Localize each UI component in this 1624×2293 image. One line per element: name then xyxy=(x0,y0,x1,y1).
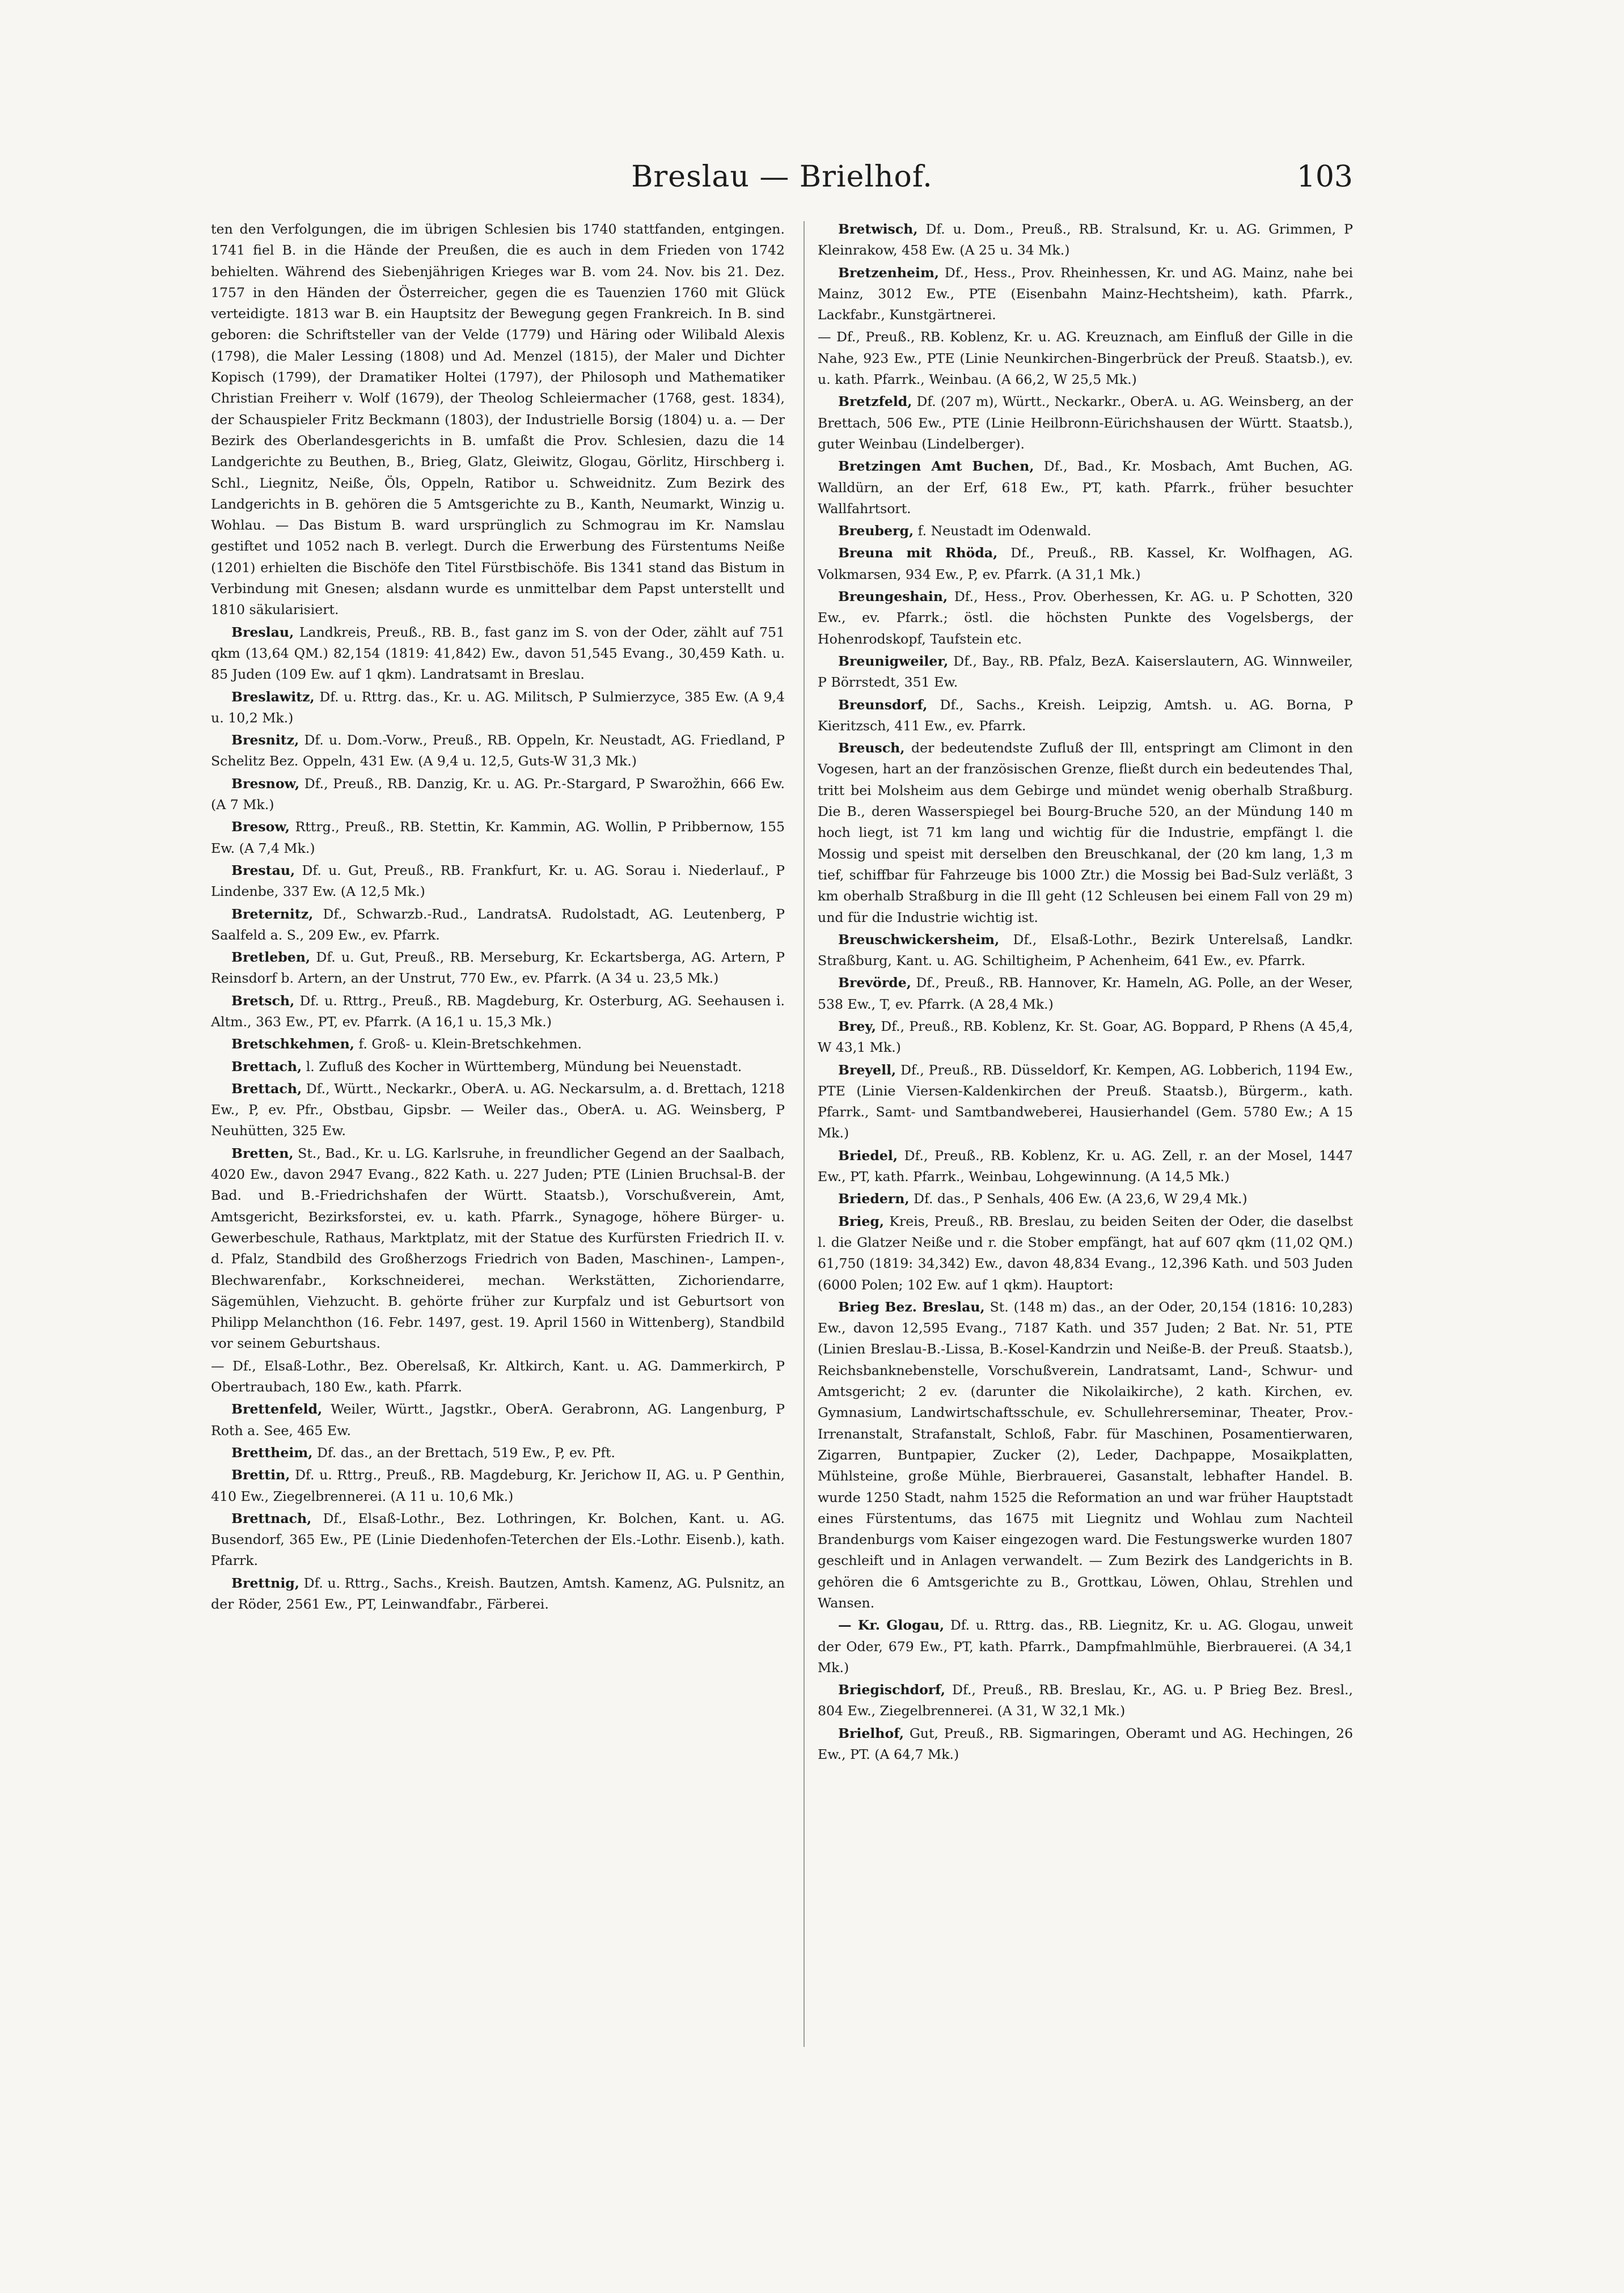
dictionary-entry xyxy=(211,1356,785,1398)
entry-text: Df., Preuß., RB. Danzig, Kr. u. AG. Pr.-Stargard, P Swarožhin, 666 Ew. (A 7 Mk.) xyxy=(211,775,785,813)
entry-text: — Df., Preuß., RB. Koblenz, Kr. u. AG. Kreuznach, am Einfluß der Gille in die Nahe, 923 Ew., PTE (Linie Neunkirchen-Bingerbrück der Preuß. Staatsb.), ev. u. kath. Pfarrk., Weinbau. (A 66,2, W 25,5 Mk.) xyxy=(818,329,1353,388)
page-header xyxy=(211,160,1353,211)
dictionary-entry xyxy=(818,738,1353,928)
entry-headword: Briegischdorf, xyxy=(838,1682,946,1698)
dictionary-entry xyxy=(211,1399,785,1441)
column-divider xyxy=(803,221,805,2047)
entry-headword: Bretten, xyxy=(231,1145,294,1161)
entry-text: Gut, Preuß., RB. Sigmaringen, Oberamt und AG. Hechingen, 26 Ew., PT. (A 64,7 Mk.) xyxy=(818,1725,1353,1763)
dictionary-entry xyxy=(818,1188,1353,1209)
dictionary-entry xyxy=(818,327,1353,390)
entry-headword: Brettach, xyxy=(231,1058,302,1074)
entry-text: Df., Sachs., Kreish. Leipzig, Amtsh. u. AG. Borna, P Kieritzsch, 411 Ew., ev. Pfarrk. xyxy=(818,696,1353,734)
entry-text: Df., Elsaß-Lothr., Bez. Lothringen, Kr. Bolchen, Kant. u. AG. Busendorf, 365 Ew., PE (Linie Diedenhofen-Teterchen der Els.-Lothr. Eisenb.), kath. Pfarrk. xyxy=(211,1510,785,1569)
entry-text: Landkreis, Preuß., RB. B., fast ganz im S. von der Oder, zählt auf 751 qkm (13,64 QM.) 82,154 (1819: 41,842) Ew., davon 51,545 Evang., 30,459 Kath. u. 85 Juden (109 Ew. auf 1 qkm). Landratsamt in Breslau. xyxy=(211,624,785,683)
dictionary-entry xyxy=(818,1016,1353,1059)
entry-headword: Breusch, xyxy=(838,740,905,756)
entry-text: Df., Preuß., RB. Kassel, Kr. Wolfhagen, AG. Volkmarsen, 934 Ew., P, ev. Pfarrk. (A 31,1 Mk.) xyxy=(818,545,1353,582)
entry-headword: Breternitz, xyxy=(231,906,314,922)
dictionary-entry xyxy=(818,1211,1353,1296)
entry-headword: Brettheim, xyxy=(231,1444,313,1461)
dictionary-entry xyxy=(211,687,785,729)
dictionary-entry xyxy=(818,929,1353,972)
entry-headword: Breungeshain, xyxy=(838,589,948,605)
dictionary-entry xyxy=(211,219,785,621)
dictionary-entry xyxy=(211,816,785,859)
dictionary-entry xyxy=(211,1508,785,1572)
dictionary-entry xyxy=(211,730,785,772)
entry-headword: Brettach, xyxy=(231,1080,302,1097)
entry-text: Df. das., an der Brettach, 519 Ew., P, ev. Pft. xyxy=(312,1444,616,1461)
dictionary-entry xyxy=(211,1465,785,1507)
entry-headword: Breslau, xyxy=(231,624,294,640)
page-number: 103 xyxy=(1296,160,1353,194)
dictionary-entry xyxy=(818,391,1353,455)
entry-text: Df., Bad., Kr. Mosbach, Amt Buchen, AG. Walldürn, an der Erf, 618 Ew., PT, kath. Pfarrk., früher besuchter Wallfahrtsort. xyxy=(818,458,1353,517)
entry-headword: Bretleben, xyxy=(231,949,311,966)
entry-text: f. Groß- u. Klein-Bretschkehmen. xyxy=(354,1036,582,1052)
entry-text: Df., Preuß., RB. Breslau, Kr., AG. u. P Brieg Bez. Bresl., 804 Ew., Ziegelbrennerei. (A 31, W 32,1 Mk.) xyxy=(818,1682,1353,1719)
entry-text: Df., Württ., Neckarkr., OberA. u. AG. Neckarsulm, a. d. Brettach, 1218 Ew., P, ev. Pfr., Obstbau, Gipsbr. — Weiler das., OberA. u. AG. Weinsberg, P Neuhütten, 325 Ew. xyxy=(211,1080,785,1139)
dictionary-entry xyxy=(211,773,785,816)
entry-headword: Brettin, xyxy=(231,1467,290,1483)
entry-headword: Bresow, xyxy=(231,819,290,835)
entry-text: Df., Bay., RB. Pfalz, BezA. Kaiserslautern, AG. Winnweiler, P Börrstedt, 351 Ew. xyxy=(818,653,1353,691)
dictionary-entry xyxy=(211,904,785,946)
entry-text: St., Bad., Kr. u. LG. Karlsruhe, in freundlicher Gegend an der Saalbach, 4020 Ew., davon 2947 Evang., 822 Kath. u. 227 Juden; PTE (Linien Bruchsal-B. der Bad. und B.-Friedrichshafen der Württ. Staatsb.), Vorschußverein, Amt, Amtsgericht, Bezirksforstei, ev. u. kath. Pfarrk., Synagoge, höhere Bürger- u. Gewerbeschule, Rathaus, Marktplatz, mit der Statue des Kurfürsten Friedrich II. v. d. Pfalz, Standbild des Großherzogs Friedrich von Baden, Maschinen-, Lampen-, Blechwarenfabr., Korkschneiderei, mechan. Werkstätten, Zichoriendarre, Sägemühlen, Viehzucht. B. gehörte früher zur Kurpfalz und ist Geburtsort von Philipp Melanchthon (16. Febr. 1497, gest. 19. April 1560 in Wittenberg), Standbild vor seinem Geburtshaus. xyxy=(211,1145,785,1352)
entry-text: St. (148 m) das., an der Oder, 20,154 (1816: 10,283) Ew., davon 12,595 Evang., 7187 Kath. und 357 Juden; 2 Bat. Nr. 51, PTE (Linien Breslau-B.-Lissa, B.-Kosel-Kandrzin und Neiße-B. der Preuß. Staatsb.), Reichsbanknebenstelle, Vorschußverein, Landratsamt, Land-, Schwur- und Amtsgericht; 2 ev. (darunter die Nikolaikirche), 2 kath. Kirchen, ev. Gymnasium, Landwirtschaftsschule, ev. Schullehrerseminar, Theater, Prov.-Irrenanstalt, Strafanstalt, Schloß, Fabr. für Maschinen, Posamentierwaren, Zigarren, Buntpapier, Zucker (2), Leder, Dachpappe, Mosaikplatten, Mühlsteine, große Mühle, Bierbrauerei, Gasanstalt, lebhafter Handel. B. wurde 1250 Stadt, nahm 1525 die Reformation an und war früher Hauptstadt eines Fürstentums, das 1675 mit Liegnitz und Wohlau zum Nachteil Brandenburgs vom Kaiser eingezogen ward. Die Festungswerke wurden 1807 geschleift und in Anlagen verwandelt. — Zum Bezirk des Landgerichts in B. gehören die 6 Amtsgerichte zu B., Grottkau, Löwen, Ohlau, Strehlen und Wansen. xyxy=(818,1298,1353,1611)
entry-text: Df., Preuß., RB. Hannover, Kr. Hameln, AG. Polle, an der Weser, 538 Ew., T, ev. Pfarrk. (A 28,4 Mk.) xyxy=(818,975,1353,1012)
entry-headword: Brieg Bez. Breslau, xyxy=(838,1298,985,1315)
entry-text: f. Neustadt im Odenwald. xyxy=(914,523,1092,539)
entry-text: der bedeutendste Zufluß der Ill, entspringt am Climont in den Vogesen, hart an der französischen Grenze, fließt durch ein bedeutendes Thal, tritt bei Molsheim aus dem Gebirge und mündet wenig oberhalb Straßburg. Die B., deren Wasserspiegel bei Bourg-Bruche 520, an der Mündung 140 m hoch liegt, ist 71 km lang und wichtig für die Industrie, empfängt l. die Mossig und speist mit derselben den Breuschkanal, der (20 km lang, 1,3 m tief, schiffbar für Fahrzeuge bis 1000 Ztr.) die Mossig bei Bad-Sulz verläßt, 3 km oberhalb Straßburg in die Ill geht (12 Schleusen bei einem Fall von 29 m) und für die Industrie wichtig ist. xyxy=(818,740,1353,925)
dictionary-entry xyxy=(818,543,1353,585)
entry-text: ten den Verfolgungen, die im übrigen Schlesien bis 1740 stattfanden, entgingen. 1741 fiel B. in die Hände der Preußen, die es auch in dem Frieden von 1742 behielten. Während des Siebenjährigen Krieges war B. vom 24. Nov. bis 21. Dez. 1757 in den Händen der Österreicher, gegen die es Tauenzien 1760 mit Glück verteidigte. 1813 war B. ein Hauptsitz der Bewegung gegen Frankreich. In B. sind geboren: die Schriftsteller van der Velde (1779) und Häring oder Wilibald Alexis (1798), die Maler Lessing (1808) und Ad. Menzel (1815), der Maler und Dichter Kopisch (1799), der Dramatiker Holtei (1797), der Philosoph und Mathematiker Christian Freiherr v. Wolf (1679), der Theolog Schleiermacher (1768, gest. 1834), der Schauspieler Fritz Beckmann (1803), der Industrielle Borsig (1804) u. a. — Der Bezirk des Oberlandesgerichts in B. umfaßt die Prov. Schlesien, dazu die 14 Landgerichte zu Beuthen, B., Brieg, Glatz, Gleiwitz, Glogau, Görlitz, Hirschberg i. Schl., Liegnitz, Neiße, Öls, Oppeln, Ratibor u. Schweidnitz. Zum Bezirk des Landgerichts in B. gehören die 5 Amtsgerichte zu B., Kanth, Neumarkt, Winzig u. Wohlau. — Das Bistum B. ward ursprünglich zu Schmograu im Kr. Namslau gestiftet und 1052 nach B. verlegt. Durch die Erwerbung des Fürstentums Neiße (1201) erhielten die Bischöfe den Titel Fürstbischöfe. Bis 1341 stand das Bistum in Verbindung mit Gnesen; alsdann wurde es unmittelbar dem Papst unterstellt und 1810 säkularisiert. xyxy=(211,221,785,618)
entry-headword: Bretwisch, xyxy=(838,221,918,237)
dictionary-entry xyxy=(211,1056,785,1077)
entry-text: Df. u. Rttrg., Sachs., Kreish. Bautzen, Amtsh. Kamenz, AG. Pulsnitz, an der Röder, 2561 Ew., PT, Leinwandfabr., Färberei. xyxy=(211,1575,785,1612)
entry-text: Df. das., P Senhals, 406 Ew. (A 23,6, W 29,4 Mk.) xyxy=(909,1191,1247,1207)
entry-headword: Bretzfeld, xyxy=(838,394,912,410)
entry-text: Df., Hess., Prov. Rheinhessen, Kr. und AG. Mainz, nahe bei Mainz, 3012 Ew., PTE (Eisenbahn Mainz-Hechtsheim), kath. Pfarrk., Lackfabr., Kunstgärtnerei. xyxy=(818,264,1353,323)
entry-text: Kreis, Preuß., RB. Breslau, zu beiden Seiten der Oder, die daselbst l. die Glatzer Neiße und r. die Stober empfängt, hat auf 607 qkm (11,02 QM.) 61,750 (1819: 34,342) Ew., davon 48,834 Evang., 12,396 Kath. und 503 Juden (6000 Polen; 102 Ew. auf 1 qkm). Hauptort: xyxy=(818,1213,1353,1293)
dictionary-entry xyxy=(211,1573,785,1615)
dictionary-entry xyxy=(818,1615,1353,1678)
left-column xyxy=(211,219,785,1616)
dictionary-entry xyxy=(211,947,785,989)
entry-headword: Bretsch, xyxy=(231,992,295,1009)
dictionary-entry xyxy=(211,1143,785,1355)
entry-text: Df. (207 m), Württ., Neckarkr., OberA. u. AG. Weinsberg, an der Brettach, 506 Ew., PTE (Linie Heilbronn-Eürichshausen der Württ. Staatsb.), guter Weinbau (Lindelberger). xyxy=(818,394,1353,452)
dictionary-entry xyxy=(211,860,785,903)
entry-text: Df., Hess., Prov. Oberhessen, Kr. AG. u. P Schotten, 320 Ew., ev. Pfarrk.; östl. die höchsten Punkte des Vogelsbergs, der Hohenrodskopf, Taufstein etc. xyxy=(818,589,1353,647)
entry-headword: Brettnach, xyxy=(231,1510,312,1526)
dictionary-entry xyxy=(818,219,1353,261)
dictionary-entry xyxy=(211,991,785,1033)
entry-text: Df., Schwarzb.-Rud., LandratsA. Rudolstadt, AG. Leutenberg, P Saalfeld a. S., 209 Ew., ev. Pfarrk. xyxy=(211,906,785,943)
dictionary-entry xyxy=(818,456,1353,519)
entry-text: Df. u. Rttrg., Preuß., RB. Magdeburg, Kr. Jerichow II, AG. u. P Genthin, 410 Ew., Ziegelbrennerei. (A 11 u. 10,6 Mk.) xyxy=(211,1467,785,1504)
dictionary-entry xyxy=(818,586,1353,650)
dictionary-entry xyxy=(818,1297,1353,1614)
entry-text: Df., Preuß., RB. Düsseldorf, Kr. Kempen, AG. Lobberich, 1194 Ew., PTE (Linie Viersen-Kaldenkirchen der Preuß. Staatsb.), Bürgerm., kath. Pfarrk., Samt- und Samtbandweberei, Hausierhandel (Gem. 5780 Ew.; A 15 Mk.) xyxy=(818,1061,1353,1141)
entry-headword: Brieg, xyxy=(838,1213,885,1229)
dictionary-entry xyxy=(818,1145,1353,1188)
dictionary-entry xyxy=(818,1723,1353,1766)
entry-headword: Breuberg, xyxy=(838,523,914,539)
entry-headword: Briedel, xyxy=(838,1147,898,1164)
right-column xyxy=(818,219,1353,1766)
entry-headword: Breuschwickersheim, xyxy=(838,931,1000,947)
entry-text: Df. u. Gut, Preuß., RB. Merseburg, Kr. Eckartsberga, AG. Artern, P Reinsdorf b. Artern, an der Unstrut, 770 Ew., ev. Pfarrk. (A 34 u. 23,5 Mk.) xyxy=(211,949,785,987)
entry-headword: Bretzenheim, xyxy=(838,264,940,281)
entry-text: Df. u. Rttrg. das., Kr. u. AG. Militsch, P Sulmierzyce, 385 Ew. (A 9,4 u. 10,2 Mk.) xyxy=(211,688,785,726)
dictionary-entry xyxy=(211,622,785,686)
dictionary-entry xyxy=(211,1078,785,1142)
entry-text: Df. u. Dom.-Vorw., Preuß., RB. Oppeln, Kr. Neustadt, AG. Friedland, P Schelitz Bez. Oppeln, 431 Ew. (A 9,4 u. 12,5, Guts-W 31,3 Mk.) xyxy=(211,732,785,769)
entry-headword: Breyell, xyxy=(838,1061,896,1078)
entry-text: Df., Preuß., RB. Koblenz, Kr. u. AG. Zell, r. an der Mosel, 1447 Ew., PT, kath. Pfarrk., Weinbau, Lohgewinnung. (A 14,5 Mk.) xyxy=(818,1147,1353,1185)
dictionary-entry xyxy=(818,1679,1353,1722)
entry-headword: Brielhof, xyxy=(838,1725,904,1741)
entry-headword: Breslawitz, xyxy=(231,688,315,705)
dictionary-entry xyxy=(818,972,1353,1015)
entry-text: Df. u. Rttrg., Preuß., RB. Magdeburg, Kr. Osterburg, AG. Seehausen i. Altm., 363 Ew., PT, ev. Pfarrk. (A 16,1 u. 15,3 Mk.) xyxy=(211,992,785,1030)
running-title: Breslau — Brielhof. xyxy=(631,160,933,194)
dictionary-entry xyxy=(211,1442,785,1463)
entry-headword: Breunsdorf, xyxy=(838,696,928,713)
entry-headword: Brevörde, xyxy=(838,975,911,991)
entry-headword: Brettnig, xyxy=(231,1575,300,1591)
entry-text: — Df., Elsaß-Lothr., Bez. Oberelsaß, Kr. Altkirch, Kant. u. AG. Dammerkirch, P Obertraubach, 180 Ew., kath. Pfarrk. xyxy=(211,1357,785,1395)
entry-text: Df., Preuß., RB. Koblenz, Kr. St. Goar, AG. Boppard, P Rhens (A 45,4, W 43,1 Mk.) xyxy=(818,1018,1353,1056)
entry-headword: — Kr. Glogau, xyxy=(838,1617,945,1634)
entry-headword: Breunigweiler, xyxy=(838,653,949,669)
entry-headword: Bretzingen Amt Buchen, xyxy=(838,458,1034,475)
dictionary-entry xyxy=(818,1060,1353,1144)
entry-headword: Brestau, xyxy=(231,862,295,878)
dictionary-entry xyxy=(818,651,1353,693)
entry-text: Df. u. Rttrg. das., RB. Liegnitz, Kr. u. AG. Glogau, unweit der Oder, 679 Ew., PT, kath. Pfarrk., Dampfmahlmühle, Bierbrauerei. (A 34,1 Mk.) xyxy=(818,1617,1353,1676)
entry-headword: Brey, xyxy=(838,1018,877,1034)
entry-headword: Briedern, xyxy=(838,1191,910,1207)
entry-headword: Bretschkehmen, xyxy=(231,1036,354,1052)
entry-text: Df. u. Dom., Preuß., RB. Stralsund, Kr. u. AG. Grimmen, P Kleinrakow, 458 Ew. (A 25 u. 34 Mk.) xyxy=(818,221,1353,259)
dictionary-entry xyxy=(818,521,1353,541)
entry-text: Rttrg., Preuß., RB. Stettin, Kr. Kammin, AG. Wollin, P Pribbernow, 155 Ew. (A 7,4 Mk.) xyxy=(211,819,785,856)
entry-headword: Brettenfeld, xyxy=(231,1401,323,1418)
dictionary-entry xyxy=(211,1034,785,1055)
dictionary-entry xyxy=(818,263,1353,326)
entry-headword: Bresnow, xyxy=(231,775,300,792)
entry-text: Weiler, Württ., Jagstkr., OberA. Gerabronn, AG. Langenburg, P Roth a. See, 465 Ew. xyxy=(211,1401,785,1439)
entry-text: Df. u. Gut, Preuß., RB. Frankfurt, Kr. u. AG. Sorau i. Niederlauf., P Lindenbe, 337 Ew. (A 12,5 Mk.) xyxy=(211,862,785,900)
entry-text: Df., Elsaß-Lothr., Bezirk Unterelsaß, Landkr. Straßburg, Kant. u. AG. Schiltigheim, P Achenheim, 641 Ew., ev. Pfarrk. xyxy=(818,931,1353,969)
dictionary-entry xyxy=(818,695,1353,737)
entry-headword: Bresnitz, xyxy=(231,732,299,748)
entry-text: l. Zufluß des Kocher in Württemberg, Mündung bei Neuenstadt. xyxy=(302,1058,742,1074)
entry-headword: Breuna mit Rhöda, xyxy=(838,545,998,561)
